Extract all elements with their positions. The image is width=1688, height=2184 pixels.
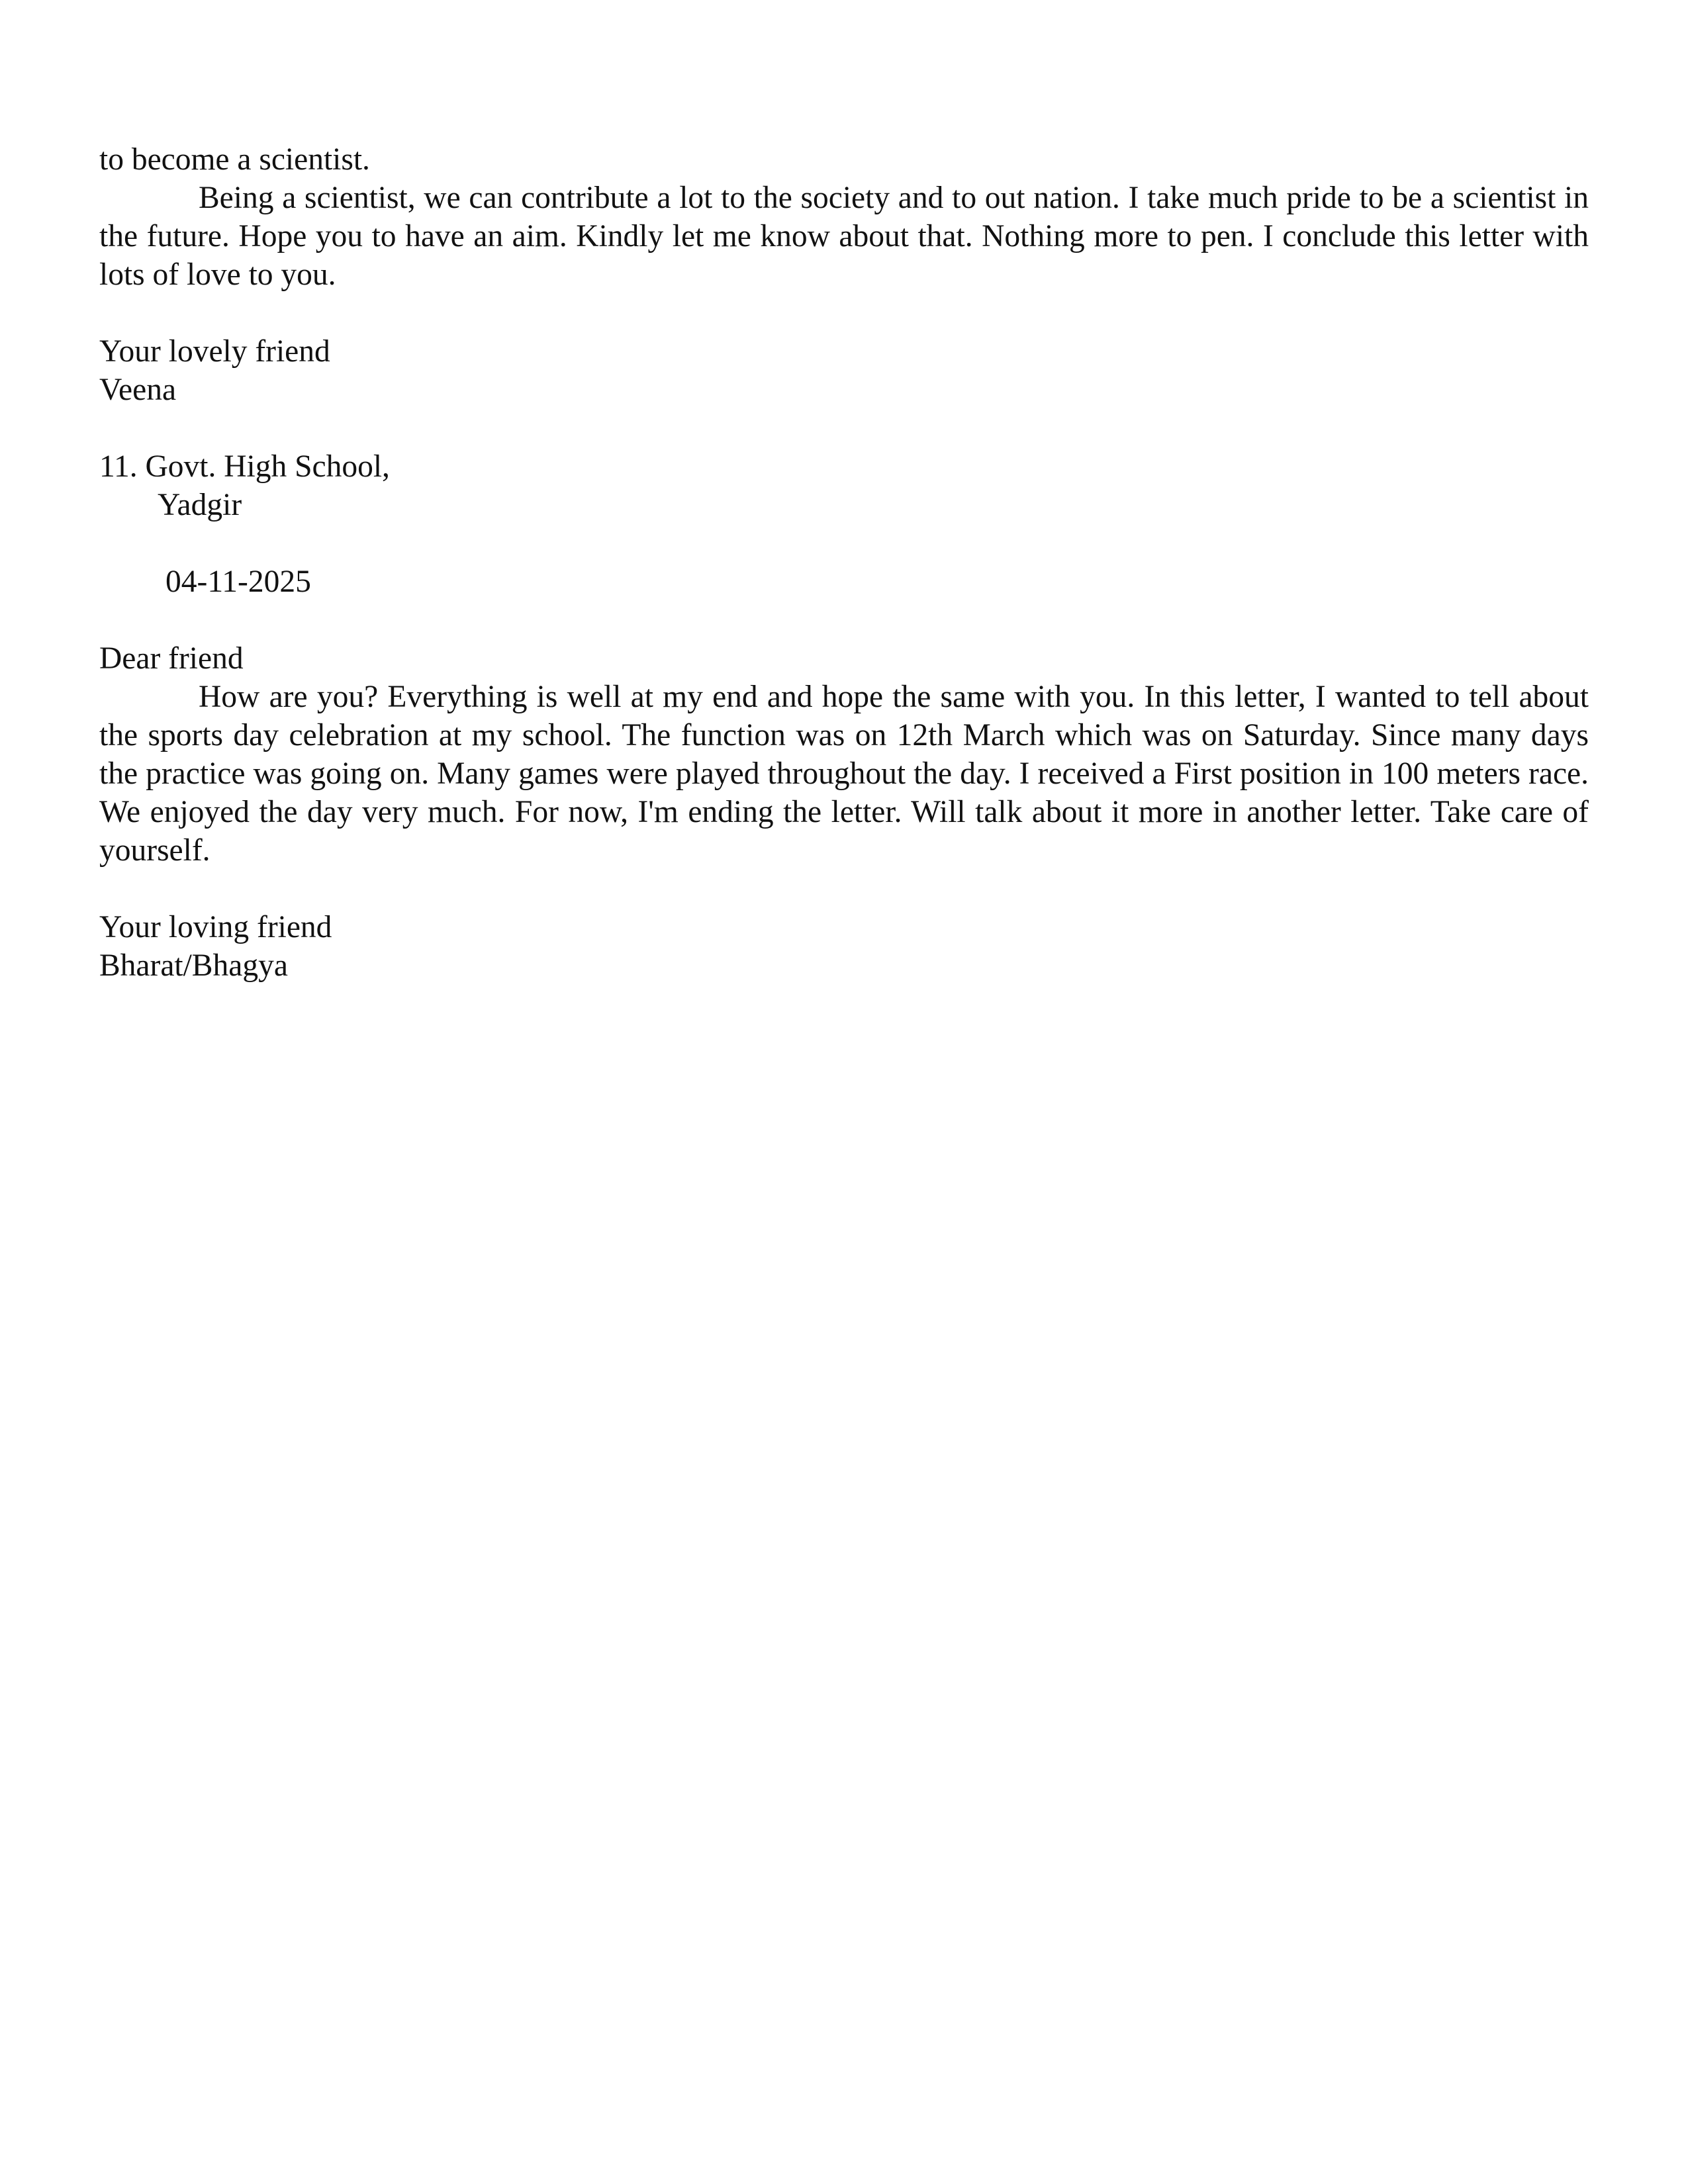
letter-2-date: 04-11-2025 [165, 565, 311, 599]
spacer [99, 294, 1589, 332]
letter-1 [99, 140, 1589, 409]
letter-2-closing: Your loving friend [99, 910, 332, 944]
letter-2-body: How are you? Everything is well at my end and hope the same with you. In this letter, I wanted to tell about the sports day celebration at my school. The function was on 12th March which was on Saturday. Since many days the practice was going on. Many games were played throughout the day. I received a First position in 100 meters race. We enjoyed the day very much. For now, I'm ending the letter. Will talk about it more in another letter. Take care of yourself. [99, 680, 1589, 868]
letter-1-signature: Veena [99, 373, 177, 407]
letter-2-salutation: Dear friend [99, 641, 244, 676]
spacer [99, 870, 1589, 908]
letter-1-body: Being a scientist, we can contribute a lot to the society and to out nation. I take much pride to be a scientist in the future. Hope you to have an aim. Kindly let me know about that. Nothing more to pen. I conclude this letter with lots of love to you. [99, 181, 1589, 292]
letter-2-signature: Bharat/Bhagya [99, 948, 288, 983]
letter-1-closing: Your lovely friend [99, 334, 330, 369]
spacer [99, 524, 1589, 563]
letter-2-address-line-2: Yadgir [158, 488, 242, 522]
spacer [99, 601, 1589, 639]
letter-content [99, 140, 1589, 985]
letter-1-continuation: to become a scientist. [99, 142, 370, 177]
letter-2-address-line-1: 11. Govt. High School, [99, 449, 390, 484]
spacer [99, 409, 1589, 447]
letter-2 [99, 447, 1589, 985]
